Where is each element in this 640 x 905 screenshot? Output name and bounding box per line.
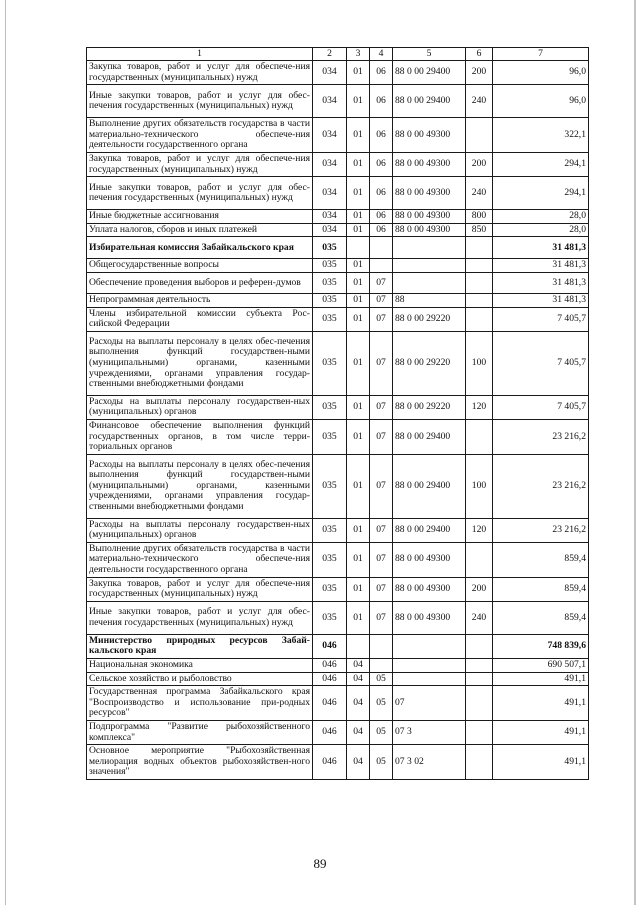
cell-amount: 31 481,3 (493, 293, 589, 307)
cell-type: 200 (466, 152, 493, 176)
cell-sec: 01 (347, 152, 370, 176)
cell-target: 88 0 00 49300 (393, 118, 466, 153)
cell-sub: 06 (370, 210, 393, 224)
cell-sec: 01 (347, 542, 370, 577)
cell-sec: 01 (347, 307, 370, 331)
cell-name: Иные закупки товаров, работ и услуг для обес-печения государственных (муниципальных) нужд (87, 85, 313, 118)
cell-target: 88 0 00 49300 (393, 223, 466, 237)
cell-target: 88 0 00 29220 (393, 395, 466, 419)
cell-name: Избирательная комиссия Забайкальского края (87, 237, 313, 259)
cell-sec: 01 (347, 272, 370, 293)
cell-type: 120 (466, 518, 493, 542)
cell-name: Выполнение других обязательств государства в части материально-технического обеспече-ния деятельности государственного органа (87, 118, 313, 153)
cell-sec: 01 (347, 293, 370, 307)
budget-table (86, 47, 589, 780)
cell-name: Расходы на выплаты персоналу государствен-ных (муниципальных) органов (87, 395, 313, 419)
cell-type: 240 (466, 85, 493, 118)
cell-sec: 04 (347, 659, 370, 673)
cell-sub: 07 (370, 395, 393, 419)
cell-sub: 07 (370, 577, 393, 601)
cell-code: 034 (313, 61, 347, 85)
cell-sub: 05 (370, 686, 393, 721)
table-row (87, 210, 589, 224)
cell-name: Закупка товаров, работ и услуг для обеспече-ния государственных (муниципальных) нужд (87, 152, 313, 176)
cell-type (466, 634, 493, 658)
table-row (87, 259, 589, 273)
table-row (87, 745, 589, 780)
cell-amount: 31 481,3 (493, 259, 589, 273)
col-header-6: 6 (466, 48, 493, 61)
cell-sub: 07 (370, 272, 393, 293)
cell-sec: 01 (347, 331, 370, 395)
cell-type: 120 (466, 395, 493, 419)
cell-type (466, 272, 493, 293)
cell-sub: 06 (370, 118, 393, 153)
cell-target: 88 0 00 49300 (393, 577, 466, 601)
cell-type (466, 659, 493, 673)
cell-code: 034 (313, 210, 347, 224)
cell-code: 035 (313, 395, 347, 419)
cell-amount: 859,4 (493, 577, 589, 601)
table-row (87, 237, 589, 259)
cell-type: 100 (466, 331, 493, 395)
cell-sec (347, 237, 370, 259)
table-row (87, 272, 589, 293)
cell-sub (370, 659, 393, 673)
table-row (87, 721, 589, 745)
cell-sec: 01 (347, 518, 370, 542)
cell-code: 034 (313, 85, 347, 118)
cell-target: 07 (393, 686, 466, 721)
cell-amount: 491,1 (493, 686, 589, 721)
cell-sec: 01 (347, 118, 370, 153)
cell-sec: 04 (347, 686, 370, 721)
cell-type (466, 745, 493, 780)
scan-edge-left (5, 0, 6, 905)
cell-target (393, 272, 466, 293)
table-row (87, 634, 589, 658)
cell-code: 046 (313, 634, 347, 658)
cell-code: 046 (313, 659, 347, 673)
cell-amount: 96,0 (493, 85, 589, 118)
cell-amount: 859,4 (493, 601, 589, 634)
cell-type (466, 419, 493, 454)
cell-target: 07 3 02 (393, 745, 466, 780)
cell-name: Обеспечение проведения выборов и референ-думов (87, 272, 313, 293)
cell-sub: 06 (370, 152, 393, 176)
cell-amount: 28,0 (493, 223, 589, 237)
cell-sub: 07 (370, 542, 393, 577)
cell-code: 035 (313, 259, 347, 273)
cell-type: 100 (466, 454, 493, 518)
cell-sub: 07 (370, 307, 393, 331)
cell-type (466, 542, 493, 577)
cell-amount: 491,1 (493, 745, 589, 780)
table-row (87, 118, 589, 153)
cell-type (466, 259, 493, 273)
cell-type: 800 (466, 210, 493, 224)
cell-name: Иные бюджетные ассигнования (87, 210, 313, 224)
cell-amount: 7 405,7 (493, 395, 589, 419)
cell-target: 88 0 00 49300 (393, 542, 466, 577)
cell-target: 88 0 00 29400 (393, 419, 466, 454)
cell-sub (370, 237, 393, 259)
page-number: 89 (313, 856, 327, 871)
cell-target: 88 0 00 29220 (393, 307, 466, 331)
cell-target: 88 0 00 29400 (393, 454, 466, 518)
cell-amount: 690 507,1 (493, 659, 589, 673)
table-row (87, 152, 589, 176)
cell-sec: 01 (347, 177, 370, 210)
cell-code: 035 (313, 518, 347, 542)
col-header-7: 7 (493, 48, 589, 61)
cell-type (466, 307, 493, 331)
table-row (87, 85, 589, 118)
cell-name: Подпрограмма "Развитие рыбохозяйственного комплекса" (87, 721, 313, 745)
table-row (87, 542, 589, 577)
col-header-1: 1 (87, 48, 313, 61)
cell-sub: 07 (370, 419, 393, 454)
cell-type (466, 672, 493, 686)
cell-code: 035 (313, 601, 347, 634)
cell-amount: 96,0 (493, 61, 589, 85)
table-row (87, 454, 589, 518)
cell-type: 200 (466, 577, 493, 601)
table-row (87, 577, 589, 601)
table-row (87, 395, 589, 419)
cell-code: 046 (313, 672, 347, 686)
table-row (87, 223, 589, 237)
cell-type: 240 (466, 177, 493, 210)
cell-name: Выполнение других обязательств государства в части материально-технического обеспече-ния деятельности государственного органа (87, 542, 313, 577)
cell-amount: 491,1 (493, 721, 589, 745)
cell-sec: 01 (347, 601, 370, 634)
cell-name: Закупка товаров, работ и услуг для обеспече-ния государственных (муниципальных) нужд (87, 577, 313, 601)
cell-sub: 06 (370, 85, 393, 118)
cell-sec: 01 (347, 210, 370, 224)
cell-name: Государственная программа Забайкальского края "Воспроизводство и использование при-родных ресурсов" (87, 686, 313, 721)
cell-target (393, 634, 466, 658)
header-row (87, 48, 589, 61)
cell-name: Расходы на выплаты персоналу в целях обес-печения выполнения функций государствен-ными (муниципальными) органами, казенными учреждениями, органами управления государ-ственными внебюджетными фондами (87, 331, 313, 395)
cell-target: 88 0 00 49300 (393, 177, 466, 210)
table-row (87, 601, 589, 634)
cell-code: 035 (313, 272, 347, 293)
cell-code: 046 (313, 686, 347, 721)
table-row (87, 672, 589, 686)
cell-sec: 01 (347, 223, 370, 237)
cell-name: Расходы на выплаты персоналу в целях обес-печения выполнения функций государствен-ными (муниципальными) органами, казенными учреждениями, органами управления государ-ственными внебюджетными фондами (87, 454, 313, 518)
cell-sec: 01 (347, 577, 370, 601)
table-row (87, 419, 589, 454)
cell-name: Закупка товаров, работ и услуг для обеспече-ния государственных (муниципальных) нужд (87, 61, 313, 85)
cell-name: Национальная экономика (87, 659, 313, 673)
cell-target (393, 237, 466, 259)
cell-sec: 01 (347, 419, 370, 454)
cell-sub (370, 634, 393, 658)
col-header-2: 2 (313, 48, 347, 61)
cell-name: Основное мероприятие "Рыбохозяйственная мелиорация водных объектов рыбохозяйствен-ного значения" (87, 745, 313, 780)
cell-target (393, 659, 466, 673)
cell-name: Иные закупки товаров, работ и услуг для обес-печения государственных (муниципальных) нужд (87, 601, 313, 634)
cell-sub: 06 (370, 177, 393, 210)
table-row (87, 61, 589, 85)
cell-amount: 31 481,3 (493, 272, 589, 293)
cell-sub: 07 (370, 293, 393, 307)
table-row (87, 659, 589, 673)
cell-sec: 01 (347, 61, 370, 85)
cell-code: 035 (313, 577, 347, 601)
cell-sec: 01 (347, 395, 370, 419)
cell-code: 035 (313, 237, 347, 259)
cell-code: 046 (313, 745, 347, 780)
cell-name: Общегосударственные вопросы (87, 259, 313, 273)
table-row (87, 177, 589, 210)
table-row (87, 307, 589, 331)
cell-name: Уплата налогов, сборов и иных платежей (87, 223, 313, 237)
cell-sec: 01 (347, 259, 370, 273)
cell-amount: 859,4 (493, 542, 589, 577)
cell-type: 200 (466, 61, 493, 85)
cell-amount: 491,1 (493, 672, 589, 686)
table-row (87, 293, 589, 307)
cell-target: 88 (393, 293, 466, 307)
cell-type: 850 (466, 223, 493, 237)
cell-sub (370, 259, 393, 273)
cell-amount: 7 405,7 (493, 331, 589, 395)
cell-name: Непрограммная деятельность (87, 293, 313, 307)
cell-target: 88 0 00 29400 (393, 61, 466, 85)
cell-sub: 06 (370, 223, 393, 237)
cell-code: 035 (313, 419, 347, 454)
cell-sec: 04 (347, 745, 370, 780)
cell-code: 035 (313, 331, 347, 395)
cell-sec: 01 (347, 454, 370, 518)
cell-target: 88 0 00 29220 (393, 331, 466, 395)
col-header-3: 3 (347, 48, 370, 61)
cell-sub: 05 (370, 745, 393, 780)
cell-target (393, 259, 466, 273)
cell-target: 88 0 00 29400 (393, 518, 466, 542)
cell-amount: 294,1 (493, 152, 589, 176)
col-header-5: 5 (393, 48, 466, 61)
cell-amount: 294,1 (493, 177, 589, 210)
cell-target: 88 0 00 49300 (393, 210, 466, 224)
cell-type (466, 237, 493, 259)
cell-sub: 07 (370, 331, 393, 395)
cell-code: 034 (313, 118, 347, 153)
table-row (87, 331, 589, 395)
cell-sec: 04 (347, 721, 370, 745)
cell-sub: 07 (370, 518, 393, 542)
cell-type (466, 686, 493, 721)
cell-sub: 06 (370, 61, 393, 85)
cell-name: Члены избирательной комиссии субъекта Рос-сийской Федерации (87, 307, 313, 331)
cell-sec: 01 (347, 85, 370, 118)
cell-sec: 04 (347, 672, 370, 686)
cell-code: 034 (313, 223, 347, 237)
cell-target (393, 672, 466, 686)
cell-type (466, 118, 493, 153)
cell-type (466, 293, 493, 307)
cell-amount: 23 216,2 (493, 419, 589, 454)
cell-code: 035 (313, 293, 347, 307)
cell-target: 88 0 00 49300 (393, 152, 466, 176)
cell-type: 240 (466, 601, 493, 634)
cell-amount: 7 405,7 (493, 307, 589, 331)
cell-name: Расходы на выплаты персоналу государствен-ных (муниципальных) органов (87, 518, 313, 542)
cell-code: 034 (313, 177, 347, 210)
cell-code: 046 (313, 721, 347, 745)
cell-name: Министерство природных ресурсов Забай-кальского края (87, 634, 313, 658)
cell-target: 07 3 (393, 721, 466, 745)
cell-code: 034 (313, 152, 347, 176)
cell-amount: 31 481,3 (493, 237, 589, 259)
cell-amount: 748 839,6 (493, 634, 589, 658)
scan-edge-right (634, 0, 636, 905)
cell-name: Сельское хозяйство и рыболовство (87, 672, 313, 686)
cell-sub: 05 (370, 672, 393, 686)
cell-name: Финансовое обеспечение выполнения функций государственных органов, в том числе терри-ториальных органов (87, 419, 313, 454)
cell-target: 88 0 00 49300 (393, 601, 466, 634)
cell-amount: 23 216,2 (493, 454, 589, 518)
cell-type (466, 721, 493, 745)
cell-amount: 322,1 (493, 118, 589, 153)
cell-code: 035 (313, 307, 347, 331)
cell-amount: 28,0 (493, 210, 589, 224)
cell-sub: 07 (370, 601, 393, 634)
cell-sub: 05 (370, 721, 393, 745)
cell-sec (347, 634, 370, 658)
cell-amount: 23 216,2 (493, 518, 589, 542)
col-header-4: 4 (370, 48, 393, 61)
cell-code: 035 (313, 542, 347, 577)
cell-target: 88 0 00 29400 (393, 85, 466, 118)
table-body (87, 61, 589, 780)
cell-name: Иные закупки товаров, работ и услуг для обес-печения государственных (муниципальных) нужд (87, 177, 313, 210)
cell-sub: 07 (370, 454, 393, 518)
table-row (87, 518, 589, 542)
table-row (87, 686, 589, 721)
cell-code: 035 (313, 454, 347, 518)
